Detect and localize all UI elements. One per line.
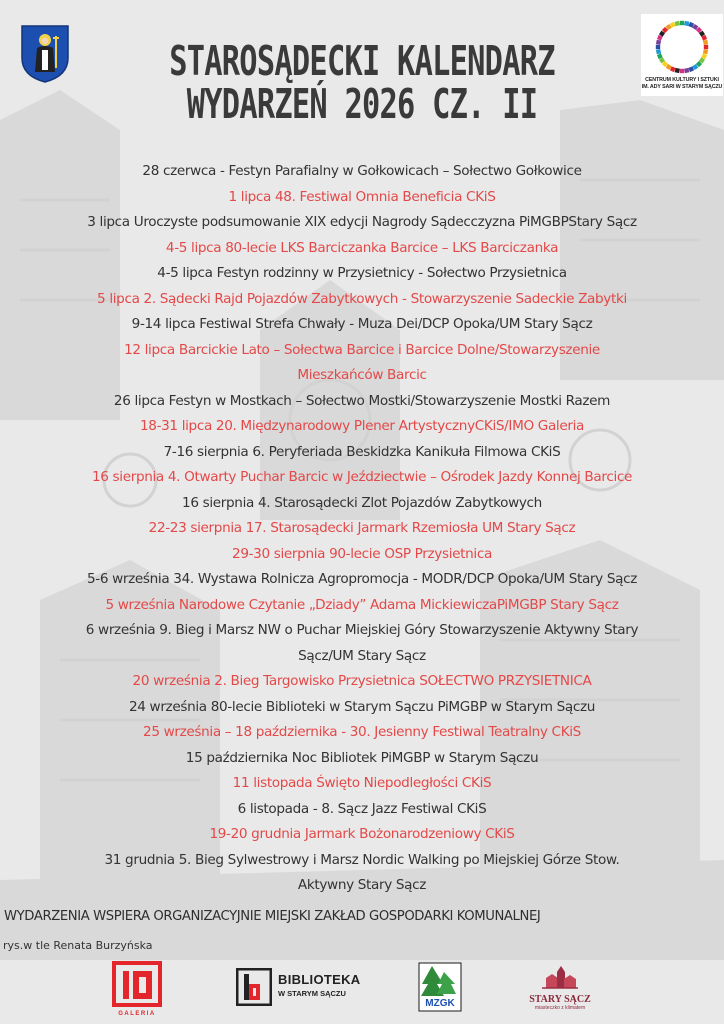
event-line: 4-5 lipca 80-lecie LKS Barciczanka Barcice – LKS Barciczanka	[165, 239, 559, 256]
ckis-logo-text	[641, 77, 723, 90]
ckis-logo-line: IM. ADY SARI W STARYM SĄCZU	[641, 83, 723, 90]
illustration-credit: rys.w tle Renata Burzyńska	[3, 939, 153, 952]
imo-galeria-logo	[112, 961, 162, 1017]
town-crest-logo	[20, 24, 70, 84]
mzgk-label: MZGK	[425, 998, 455, 1009]
imo-caption: GALERIA	[118, 1011, 156, 1017]
event-line: 6 listopada - 8. Sącz Jazz Festiwal CKiS	[237, 800, 487, 817]
event-line: 1 lipca 48. Festiwal Omnia Beneficia CKiS	[228, 188, 496, 205]
event-line: 28 czerwca - Festyn Parafialny w Gołkowicach – Sołectwo Gołkowice	[142, 163, 582, 179]
biblioteka-place: W STARYM SĄCZU	[278, 989, 346, 998]
event-line: 16 sierpnia 4. Starosądecki Zlot Pojazdów Zabytkowych	[182, 494, 542, 511]
event-line: 19-20 grudnia Jarmark Bożonarodzeniowy CKiS	[209, 826, 515, 842]
event-line: 18-31 lipca 20. Międzynarodowy Plener ArtystycznyCKiS/IMO Galeria	[139, 418, 585, 434]
support-note: WYDARZENIA WSPIERA ORGANIZACYJNIE MIEJSKI ZAKŁAD GOSPODARKI KOMUNALNEJ	[4, 909, 541, 924]
event-line: 5 lipca 2. Sądecki Rajd Pojazdów Zabytkowych - Stowarzyszenie Sadeckie Zabytki	[97, 290, 627, 307]
event-line: 6 września 9. Bieg i Marsz NW o Puchar Miejskiej Góry Stowarzyszenie Aktywny Stary	[85, 622, 639, 638]
biblioteka-name: BIBLIOTEKA	[278, 972, 361, 987]
event-line: 11 listopada Święto Niepodległości CKiS	[232, 775, 492, 791]
mzgk-logo	[418, 962, 462, 1012]
event-line: Mieszkańców Barcic	[297, 367, 427, 383]
page-title-line: STAROSĄDECKI KALENDARZ	[169, 37, 555, 85]
event-line: 16 sierpnia 4. Otwarty Puchar Barcic w Jeździectwie – Ośrodek Jazdy Konnej Barcice	[91, 469, 633, 485]
event-line: 12 lipca Barcickie Lato – Sołectwa Barcice i Barcice Dolne/Stowarzyszenie	[124, 341, 600, 358]
event-line: 20 września 2. Bieg Targowisko Przysietnica SOŁECTWO PRZYSIETNICA	[132, 673, 592, 689]
event-line: 7-16 sierpnia 6. Peryferiada Beskidzka Kanikuła Filmowa CKiS	[163, 443, 561, 460]
ckis-logo-line: CENTRUM KULTURY I SZTUKI	[645, 77, 719, 83]
ckis-color-ring-icon	[653, 18, 711, 76]
event-line: 5-6 września 34. Wystawa Rolnicza Agropromocja - MODR/DCP Opoka/UM Stary Sącz	[86, 571, 638, 587]
event-line: 15 października Noc Bibliotek PiMGBP w Starym Sączu	[185, 749, 539, 766]
page-title	[146, 37, 578, 128]
events-list	[0, 159, 724, 899]
stary-sacz-logo	[520, 964, 600, 1012]
ckis-logo	[641, 14, 723, 96]
event-line: 31 grudnia 5. Bieg Sylwestrowy i Marsz Nordic Walking po Miejskiej Górze Stow.	[104, 851, 620, 868]
event-line: 5 września Narodowe Czytanie „Dziady” Adama MickiewiczaPiMGBP Stary Sącz	[105, 596, 619, 613]
event-line: 22-23 sierpnia 17. Starosądecki Jarmark Rzemiosła UM Stary Sącz	[148, 520, 576, 536]
event-line: 4-5 lipca Festyn rodzinny w Przysietnicy - Sołectwo Przysietnica	[157, 265, 567, 281]
stary-sacz-tagline: miasteczko z klimatem	[534, 1005, 586, 1011]
event-line: Aktywny Stary Sącz	[297, 877, 427, 893]
event-line: 24 września 80-lecie Biblioteki w Starym Sączu PiMGBP w Starym Sączu	[128, 698, 595, 715]
event-line: 9-14 lipca Festiwal Strefa Chwały - Muza Dei/DCP Opoka/UM Stary Sącz	[131, 316, 593, 332]
event-line: 29-30 sierpnia 90-lecie OSP Przysietnica	[232, 545, 492, 562]
biblioteka-logo	[236, 968, 376, 1008]
biblioteka-b-icon	[236, 968, 272, 1006]
event-line: 3 lipca Uroczyste podsumowanie XIX edycji Nagrody Sądecczyzna PiMGBPStary Sącz	[87, 214, 637, 230]
stary-sacz-town-icon	[540, 964, 580, 990]
stary-sacz-label: STARY SĄCZ	[529, 994, 591, 1005]
page-title-line: WYDARZEŃ 2026 CZ. II	[186, 80, 538, 128]
event-line: Sącz/UM Stary Sącz	[298, 647, 426, 664]
event-line: 25 września – 18 października - 30. Jesienny Festiwal Teatralny CKiS	[143, 724, 581, 740]
event-line: 26 lipca Festyn w Mostkach – Sołectwo Mostki/Stowarzyszenie Mostki Razem	[113, 392, 611, 409]
